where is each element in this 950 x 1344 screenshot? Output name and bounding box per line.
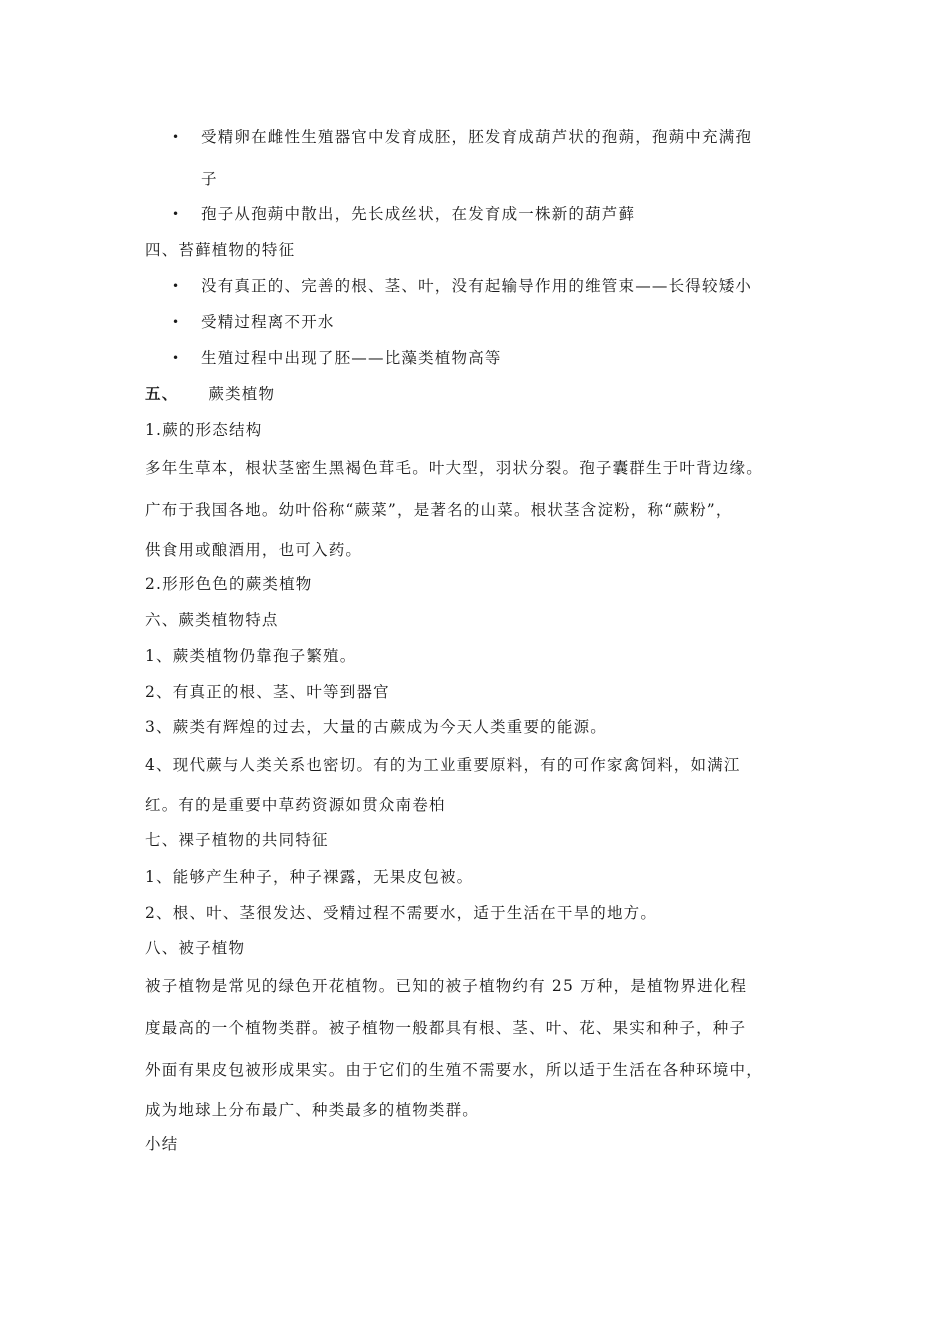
bullet-text: 受精卵在雌性生殖器官中发育成胚，胚发育成葫芦状的孢蒴，孢蒴中充满孢 <box>201 128 753 146</box>
paragraph-line: 度最高的一个植物类群。被子植物一般都具有根、茎、叶、花、果实和种子，种子 <box>145 1019 747 1037</box>
list-item-continued: 红。有的是重要中草药资源如贯众南卷柏 <box>145 796 446 814</box>
bullet-text: 没有真正的、完善的根、茎、叶，没有起输导作用的维管束——长得较矮小 <box>201 277 753 295</box>
bullet-marker: • <box>172 207 181 221</box>
summary-heading: 小结 <box>145 1135 179 1153</box>
list-item: 3、蕨类有辉煌的过去，大量的古蕨成为今天人类重要的能源。 <box>145 718 607 736</box>
paragraph-line: 多年生草本，根状茎密生黑褐色茸毛。叶大型，羽状分裂。孢子囊群生于叶背边缘。 <box>145 459 763 477</box>
paragraph-line: 外面有果皮包被形成果实。由于它们的生殖不需要水，所以适于生活在各种环境中， <box>145 1061 763 1079</box>
paragraph-line: 广布于我国各地。幼叶俗称“蕨菜”，是著名的山菜。根状茎含淀粉，称“蕨粉”， <box>145 501 733 519</box>
section-heading: 六、蕨类植物特点 <box>145 611 279 629</box>
section-title: 蕨类植物 <box>208 385 276 403</box>
section-heading: 八、被子植物 <box>145 939 246 957</box>
bullet-marker: • <box>172 351 181 365</box>
subheading: 1.蕨的形态结构 <box>145 421 263 439</box>
list-item: 2、根、叶、茎很发达、受精过程不需要水，适于生活在干旱的地方。 <box>145 904 658 922</box>
section-heading: 七、裸子植物的共同特征 <box>145 831 329 849</box>
paragraph-line: 成为地球上分布最广、种类最多的植物类群。 <box>145 1101 480 1119</box>
bullet-text-continued: 子 <box>201 170 218 188</box>
bullet-text: 孢子从孢蒴中散出，先长成丝状，在发育成一株新的葫芦藓 <box>201 205 636 223</box>
bullet-text: 生殖过程中出现了胚——比藻类植物高等 <box>201 349 502 367</box>
list-item: 2、有真正的根、茎、叶等到器官 <box>145 683 390 701</box>
subheading: 2.形形色色的蕨类植物 <box>145 575 313 593</box>
paragraph-line: 被子植物是常见的绿色开花植物。已知的被子植物约有 25 万种，是植物界进化程 <box>145 977 748 995</box>
list-item: 1、蕨类植物仍靠孢子繁殖。 <box>145 647 357 665</box>
list-item: 1、能够产生种子，种子裸露，无果皮包被。 <box>145 868 474 886</box>
bullet-marker: • <box>172 279 181 293</box>
list-item: 4、现代蕨与人类关系也密切。有的为工业重要原料，有的可作家禽饲料，如满江 <box>145 756 741 774</box>
bullet-marker: • <box>172 130 181 144</box>
paragraph-line: 供食用或酿酒用，也可入药。 <box>145 541 363 559</box>
bullet-marker: • <box>172 315 181 329</box>
section-heading: 四、苔藓植物的特征 <box>145 241 296 259</box>
section-heading <box>145 384 275 404</box>
section-number: 五、 <box>145 384 179 403</box>
bullet-text: 受精过程离不开水 <box>201 313 335 331</box>
